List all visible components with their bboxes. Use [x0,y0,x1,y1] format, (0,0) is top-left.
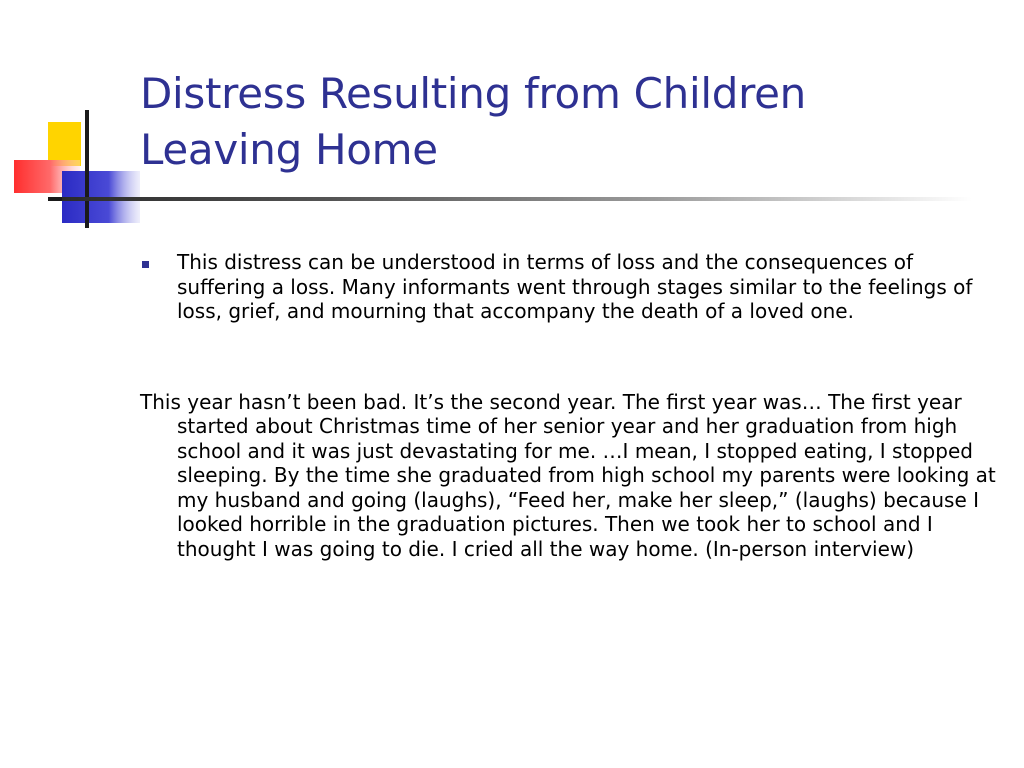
bullet-text: This distress can be understood in terms of loss and the consequences of suffering a loss. Many informants went through stages similar to the feelings of loss, grief, and mourning that accompany the death of a loved one. [177,250,973,323]
bullet-item [140,250,1000,324]
vertical-line [85,110,89,228]
square-bullet-icon [142,261,149,268]
interview-quote: This year hasn’t been bad. It’s the second year. The first year was… The first year started about Christmas time of her senior year and her graduation from high school and it was just devastating for me. …I mean, I stopped eating, I stopped sleeping. By the time she graduated from high school my parents were looking at my husband and going (laughs), “Feed her, make her sleep,” (laughs) because I looked horrible in the graduation pictures. Then we took her to school and I thought I was going to die. I cried all the way home. (In-person interview) [140,389,996,561]
slide-title [140,66,1000,178]
yellow-square [48,122,81,166]
slide-title-line-1: Distress Resulting from Children [140,69,806,118]
slide-template-decoration [0,0,150,240]
title-underline [62,197,972,201]
slide-title-line-2: Leaving Home [140,125,438,174]
slide-body [140,250,1000,561]
